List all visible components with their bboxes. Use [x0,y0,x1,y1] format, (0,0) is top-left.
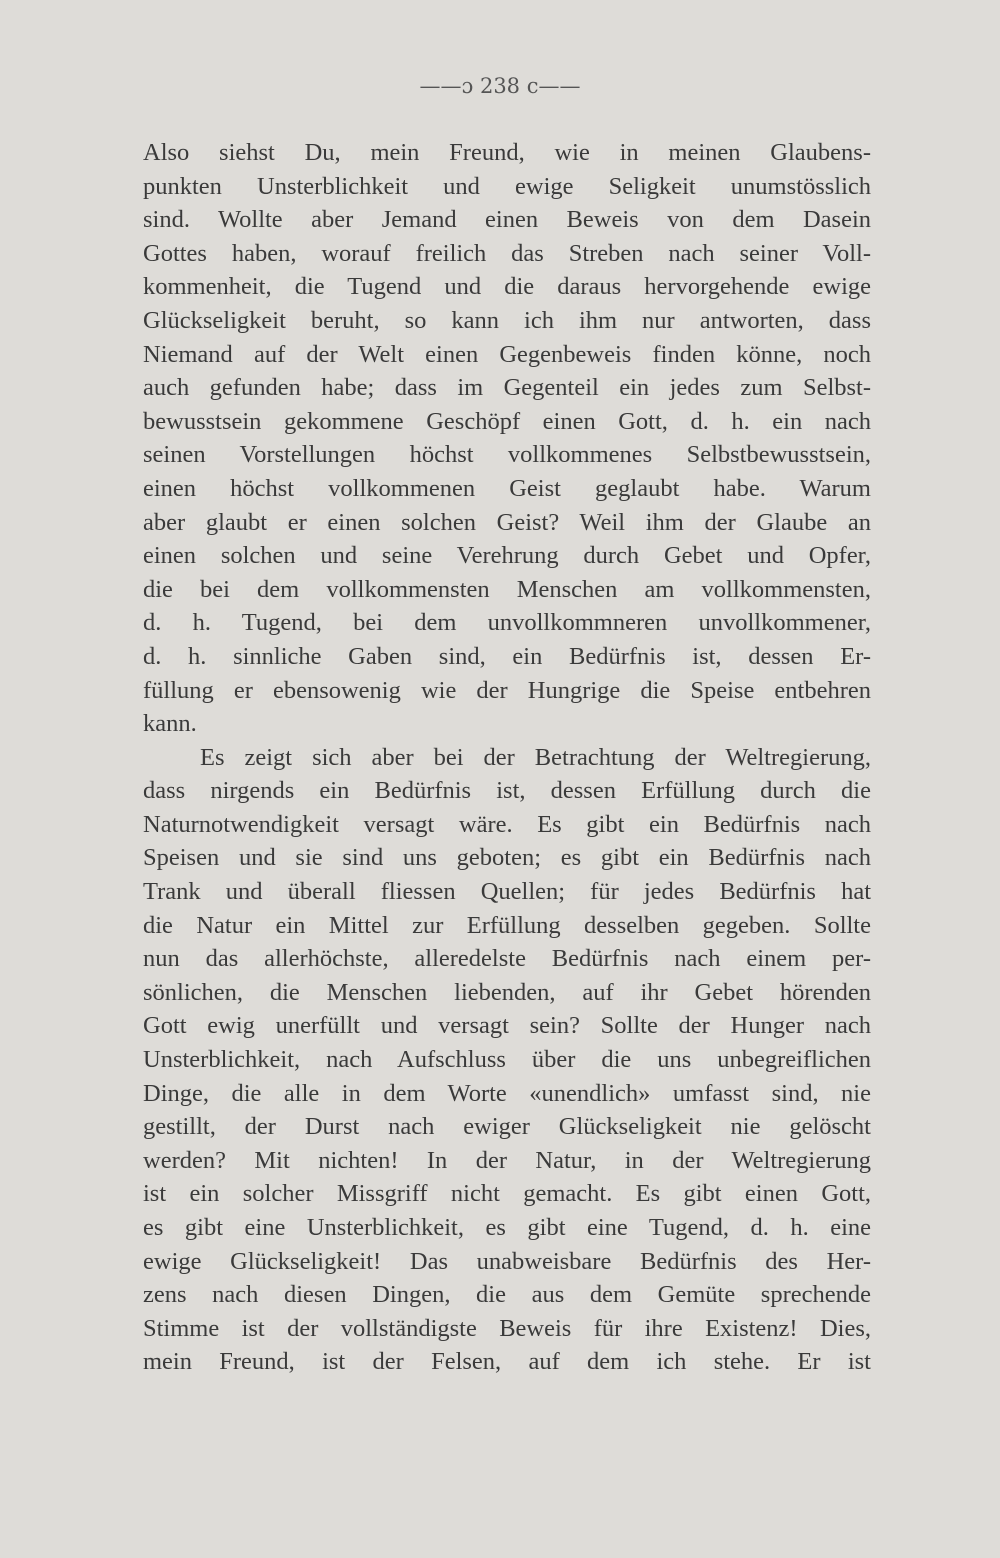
text-line: gestillt, der Durst nach ewiger Glückseligkeit nie gelöscht [143,1113,871,1141]
paragraph-2 [143,741,871,1379]
text-line: Stimme ist der vollständigste Beweis für ihre Existenz! Dies, [143,1314,871,1342]
text-line: nun das allerhöchste, alleredelste Bedürfnis nach einem per- [143,945,871,973]
text-line: Trank und überall fliessen Quellen; für jedes Bedürfnis hat [143,878,871,906]
text-line: sönlichen, die Menschen liebenden, auf ihr Gebet hörenden [143,978,871,1006]
text-line: einen höchst vollkommenen Geist geglaubt habe. Warum [143,474,871,502]
text-line: Es zeigt sich aber bei der Betrachtung der Weltregierung, [200,743,871,771]
text-line: auch gefunden habe; dass im Gegenteil ein jedes zum Selbst- [143,374,871,402]
text-line: einen solchen und seine Verehrung durch Gebet und Opfer, [143,542,871,570]
text-line: werden? Mit nichten! In der Natur, in der Weltregierung [143,1146,871,1174]
text-line: bewusstsein gekommene Geschöpf einen Gott, d. h. ein nach [143,407,871,435]
text-line: ist ein solcher Missgriff nicht gemacht. Es gibt einen Gott, [143,1180,871,1208]
text-line: es gibt eine Unsterblichkeit, es gibt eine Tugend, d. h. eine [143,1214,871,1241]
text-line: d. h. Tugend, bei dem unvollkommneren unvollkommener, [143,609,871,637]
text-line: Glückseligkeit beruht, so kann ich ihm nur antworten, dass [143,306,871,334]
text-line: Gott ewig unerfüllt und versagt sein? Sollte der Hunger nach [143,1012,871,1040]
text-line: Gottes haben, worauf freilich das Streben nach seiner Voll- [143,239,871,267]
text-line: die bei dem vollkommensten Menschen am vollkommensten, [143,575,871,603]
text-line: zens nach diesen Dingen, die aus dem Gemüte sprechende [143,1281,871,1309]
text-line: füllung er ebensowenig wie der Hungrige die Speise entbehren [143,676,871,704]
text-line: Unsterblichkeit, nach Aufschluss über die uns unbegreiflichen [143,1046,871,1074]
text-line: Speisen und sie sind uns geboten; es gibt ein Bedürfnis nach [143,844,871,872]
text-line: ewige Glückseligkeit! Das unabweisbare Bedürfnis des Her- [143,1247,871,1275]
text-line: aber glaubt er einen solchen Geist? Weil ihm der Glaube an [143,508,871,536]
paragraph-1 [143,136,871,741]
page-header: ——ɔ 238 c—— [419,74,581,98]
text-line: mein Freund, ist der Felsen, auf dem ich stehe. Er ist [143,1348,871,1376]
body-text [143,136,871,1379]
text-line: kommenheit, die Tugend und die daraus hervorgehende ewige [143,273,871,301]
text-line: punkten Unsterblichkeit und ewige Seligkeit unumstösslich [143,172,871,200]
text-line: Naturnotwendigkeit versagt wäre. Es gibt ein Bedürfnis nach [143,810,871,838]
text-line: Dinge, die alle in dem Worte «unendlich» umfasst sind, nie [143,1079,871,1107]
text-line: Niemand auf der Welt einen Gegenbeweis finden könne, noch [143,340,871,368]
text-line: d. h. sinnliche Gaben sind, ein Bedürfnis ist, dessen Er- [143,642,871,670]
text-line: Also siehst Du, mein Freund, wie in meinen Glaubens- [143,139,871,166]
text-line: die Natur ein Mittel zur Erfüllung desselben gegeben. Sollte [143,911,871,939]
text-line: kann. [143,710,197,738]
text-line: dass nirgends ein Bedürfnis ist, dessen Erfüllung durch die [143,777,871,805]
text-line: seinen Vorstellungen höchst vollkommenes Selbstbewusstsein, [143,441,871,469]
text-line: sind. Wollte aber Jemand einen Beweis von dem Dasein [143,206,871,234]
